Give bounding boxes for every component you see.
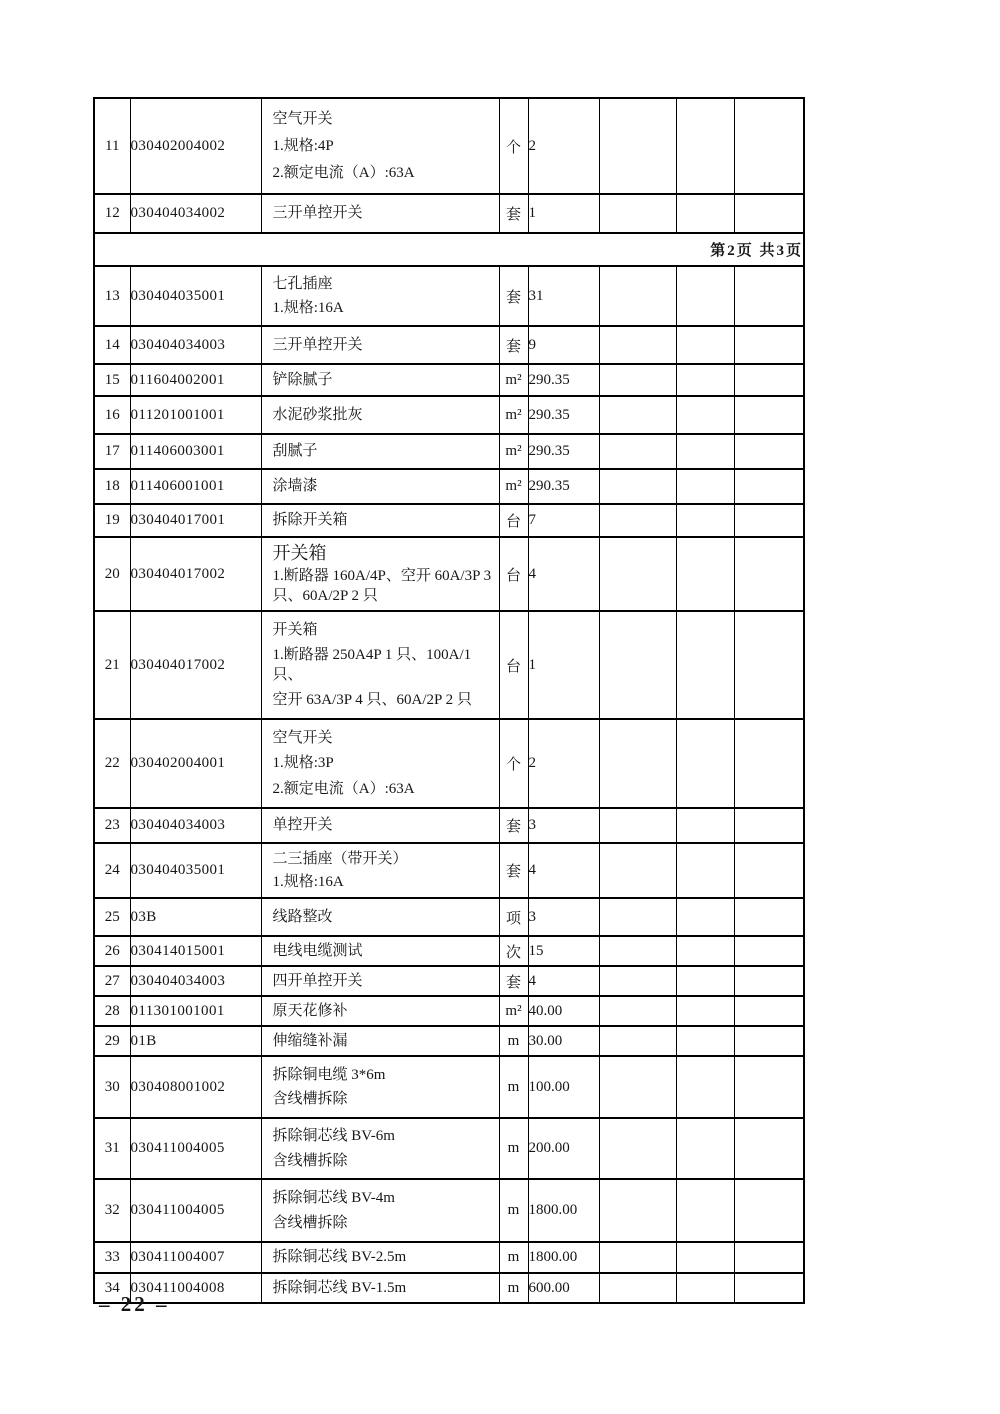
row-number: 17	[94, 434, 130, 469]
quantity: 290.35	[528, 364, 599, 396]
description-lines	[262, 939, 499, 963]
description-lines	[262, 614, 499, 716]
description-lines	[262, 540, 499, 608]
empty-cell	[676, 194, 734, 233]
row-number: 13	[94, 266, 130, 326]
unit: 套	[499, 843, 528, 898]
item-code: 01B	[130, 1026, 261, 1056]
table-row	[94, 898, 804, 936]
empty-cell	[599, 1179, 676, 1242]
table-row	[94, 194, 804, 233]
empty-cell	[734, 1056, 804, 1118]
empty-cell	[599, 966, 676, 996]
description-lines	[262, 507, 499, 534]
item-description	[261, 936, 499, 966]
unit: m	[499, 1179, 528, 1242]
desc-line: 拆除铜芯线 BV-4m	[272, 1189, 395, 1206]
item-description	[261, 719, 499, 808]
quantity: 30.00	[528, 1026, 599, 1056]
empty-cell	[676, 1242, 734, 1273]
item-code: 030404017002	[130, 611, 261, 719]
item-description	[261, 326, 499, 364]
item-description	[261, 1056, 499, 1118]
empty-cell	[599, 936, 676, 966]
empty-cell	[734, 843, 804, 898]
desc-line: 1.规格:16A	[272, 873, 344, 890]
item-name: 开关箱	[272, 543, 327, 564]
desc-line: 三开单控开关	[272, 205, 363, 222]
item-code: 030404017001	[130, 504, 261, 537]
empty-cell	[676, 364, 734, 396]
empty-cell	[734, 537, 804, 611]
empty-cell	[599, 719, 676, 808]
quantity: 200.00	[528, 1118, 599, 1179]
unit: m²	[499, 396, 528, 434]
item-code: 030408001002	[130, 1056, 261, 1118]
empty-cell	[676, 1179, 734, 1242]
table-row	[94, 1118, 804, 1179]
table-row	[94, 1242, 804, 1273]
description-lines	[262, 969, 499, 993]
empty-cell	[599, 194, 676, 233]
empty-cell	[599, 1056, 676, 1118]
unit: 套	[499, 266, 528, 326]
quantity: 1	[528, 194, 599, 233]
empty-cell	[734, 936, 804, 966]
item-description	[261, 434, 499, 469]
empty-cell	[599, 1118, 676, 1179]
empty-cell	[676, 843, 734, 898]
quantity: 290.35	[528, 469, 599, 504]
table-row	[94, 611, 804, 719]
table-row	[94, 719, 804, 808]
table-row	[94, 266, 804, 326]
empty-cell	[599, 996, 676, 1026]
empty-cell	[734, 266, 804, 326]
table-row	[94, 504, 804, 537]
row-number: 28	[94, 996, 130, 1026]
item-description	[261, 396, 499, 434]
item-code: 030411004005	[130, 1179, 261, 1242]
empty-cell	[734, 98, 804, 194]
quantity: 600.00	[528, 1273, 599, 1303]
table-row	[94, 396, 804, 434]
row-number: 23	[94, 808, 130, 843]
desc-line: 含线槽拆除	[272, 1152, 348, 1169]
desc-line: 刮腻子	[272, 443, 318, 460]
empty-cell	[734, 326, 804, 364]
desc-line: 水泥砂浆批灰	[272, 406, 363, 423]
quantity: 4	[528, 537, 599, 611]
empty-cell	[734, 719, 804, 808]
row-number: 33	[94, 1242, 130, 1273]
empty-cell	[676, 537, 734, 611]
table-row	[94, 936, 804, 966]
description-lines	[262, 437, 499, 466]
table-row	[94, 843, 804, 898]
desc-line: 电线电缆测试	[272, 942, 363, 959]
row-number: 24	[94, 843, 130, 898]
item-code: 030402004002	[130, 98, 261, 194]
quantity: 290.35	[528, 396, 599, 434]
description-lines	[262, 1245, 499, 1270]
item-description	[261, 898, 499, 936]
item-code: 030404034003	[130, 808, 261, 843]
empty-cell	[676, 434, 734, 469]
desc-line: 拆除铜芯线 BV-6m	[272, 1128, 395, 1145]
empty-cell	[599, 898, 676, 936]
description-lines	[262, 1276, 499, 1300]
row-number: 16	[94, 396, 130, 434]
description-lines	[262, 399, 499, 431]
table-row	[94, 98, 804, 194]
desc-line: 单控开关	[272, 817, 333, 834]
item-description	[261, 1242, 499, 1273]
empty-cell	[734, 469, 804, 504]
desc-line: 拆除铜芯线 BV-2.5m	[272, 1249, 407, 1266]
quantity: 31	[528, 266, 599, 326]
empty-cell	[676, 898, 734, 936]
table-row	[94, 1273, 804, 1303]
table-row	[94, 1179, 804, 1242]
item-description	[261, 1179, 499, 1242]
item-code: 011406001001	[130, 469, 261, 504]
unit: m²	[499, 434, 528, 469]
item-code: 030404035001	[130, 843, 261, 898]
empty-cell	[676, 966, 734, 996]
quantity: 4	[528, 843, 599, 898]
empty-cell	[676, 469, 734, 504]
desc-line: 拆除铜电缆 3*6m	[272, 1066, 386, 1083]
row-number: 25	[94, 898, 130, 936]
desc-line: 涂墙漆	[272, 478, 318, 495]
unit: 台	[499, 504, 528, 537]
empty-cell	[599, 98, 676, 194]
description-lines	[262, 1029, 499, 1053]
row-number: 18	[94, 469, 130, 504]
item-code: 030404034003	[130, 326, 261, 364]
quantity: 1	[528, 611, 599, 719]
desc-line: 伸缩缝补漏	[272, 1032, 348, 1049]
empty-cell	[599, 1026, 676, 1056]
empty-cell	[734, 1273, 804, 1303]
desc-line: 含线槽拆除	[272, 1091, 348, 1108]
desc-line: 2.额定电流（A）:63A	[272, 164, 415, 181]
empty-cell	[599, 537, 676, 611]
row-number: 15	[94, 364, 130, 396]
row-number: 14	[94, 326, 130, 364]
quantity: 2	[528, 719, 599, 808]
table-row	[94, 996, 804, 1026]
item-code: 011604002001	[130, 364, 261, 396]
unit: 套	[499, 808, 528, 843]
row-number: 26	[94, 936, 130, 966]
empty-cell	[599, 1273, 676, 1303]
empty-cell	[599, 364, 676, 396]
desc-line: 开关箱	[272, 621, 318, 638]
empty-cell	[676, 396, 734, 434]
empty-cell	[734, 504, 804, 537]
description-lines	[262, 367, 499, 393]
item-code: 030404035001	[130, 266, 261, 326]
unit: m	[499, 1273, 528, 1303]
description-lines	[262, 1182, 499, 1239]
description-lines	[262, 472, 499, 501]
description-lines	[262, 269, 499, 323]
quantity-table	[93, 97, 805, 1304]
empty-cell	[676, 326, 734, 364]
empty-cell	[676, 98, 734, 194]
empty-cell	[676, 611, 734, 719]
item-description	[261, 194, 499, 233]
item-description	[261, 996, 499, 1026]
row-number: 11	[94, 98, 130, 194]
empty-cell	[599, 1242, 676, 1273]
unit: m²	[499, 469, 528, 504]
row-number: 12	[94, 194, 130, 233]
desc-line: 原天花修补	[272, 1002, 348, 1019]
empty-cell	[676, 936, 734, 966]
unit: 个	[499, 719, 528, 808]
item-code: 030411004005	[130, 1118, 261, 1179]
empty-cell	[734, 966, 804, 996]
description-lines	[262, 811, 499, 840]
empty-cell	[599, 326, 676, 364]
item-description	[261, 1273, 499, 1303]
item-code: 030414015001	[130, 936, 261, 966]
empty-cell	[734, 1118, 804, 1179]
empty-cell	[676, 1118, 734, 1179]
unit: m	[499, 1056, 528, 1118]
empty-cell	[599, 611, 676, 719]
quantity: 9	[528, 326, 599, 364]
quantity: 15	[528, 936, 599, 966]
unit: 项	[499, 898, 528, 936]
item-description	[261, 611, 499, 719]
quantity: 2	[528, 98, 599, 194]
desc-line: 七孔插座	[272, 275, 333, 292]
item-code: 011406003001	[130, 434, 261, 469]
item-code: 03B	[130, 898, 261, 936]
item-description	[261, 808, 499, 843]
empty-cell	[599, 266, 676, 326]
item-description	[261, 1118, 499, 1179]
desc-line: 1.断路器 160A/4P、空开 60A/3P 3 只、60A/2P 2 只	[272, 568, 492, 605]
item-code: 030404034003	[130, 966, 261, 996]
description-lines	[262, 1059, 499, 1115]
row-number: 21	[94, 611, 130, 719]
empty-cell	[734, 808, 804, 843]
empty-cell	[676, 1273, 734, 1303]
quantity: 4	[528, 966, 599, 996]
item-description	[261, 537, 499, 611]
desc-line: 1.规格:4P	[272, 137, 334, 154]
quantity: 1800.00	[528, 1242, 599, 1273]
empty-cell	[676, 1026, 734, 1056]
quantity: 3	[528, 808, 599, 843]
empty-cell	[599, 396, 676, 434]
table-row	[94, 1026, 804, 1056]
desc-line: 空气开关	[272, 110, 333, 127]
table-row	[94, 364, 804, 396]
desc-line: 四开单控开关	[272, 972, 363, 989]
desc-line: 含线槽拆除	[272, 1214, 348, 1231]
empty-cell	[599, 843, 676, 898]
item-code: 030411004007	[130, 1242, 261, 1273]
desc-line: 空气开关	[272, 730, 333, 747]
empty-cell	[676, 504, 734, 537]
description-lines	[262, 197, 499, 230]
item-code: 011201001001	[130, 396, 261, 434]
page-note-row	[94, 233, 804, 266]
unit: m²	[499, 364, 528, 396]
row-number: 20	[94, 537, 130, 611]
unit: 台	[499, 537, 528, 611]
empty-cell	[734, 1026, 804, 1056]
empty-cell	[734, 996, 804, 1026]
item-description	[261, 469, 499, 504]
item-code: 011301001001	[130, 996, 261, 1026]
page-number: – 22 –	[99, 1292, 170, 1316]
row-number: 34	[94, 1273, 130, 1303]
description-lines	[262, 329, 499, 361]
description-lines	[262, 101, 499, 191]
description-lines	[262, 1121, 499, 1176]
item-code: 030411004008	[130, 1273, 261, 1303]
item-description	[261, 966, 499, 996]
quantity: 7	[528, 504, 599, 537]
item-code: 030404017002	[130, 537, 261, 611]
desc-line: 线路整改	[272, 908, 333, 925]
unit: m	[499, 1242, 528, 1273]
desc-line: 拆除开关箱	[272, 512, 348, 529]
empty-cell	[599, 504, 676, 537]
table-row	[94, 537, 804, 611]
desc-line: 1.断路器 250A4P 1 只、100A/1 只、	[272, 646, 472, 683]
empty-cell	[734, 611, 804, 719]
row-number: 22	[94, 719, 130, 808]
table-row	[94, 808, 804, 843]
empty-cell	[676, 808, 734, 843]
empty-cell	[734, 898, 804, 936]
desc-line: 二三插座（带开关）	[272, 851, 408, 868]
unit: 台	[499, 611, 528, 719]
table-row	[94, 326, 804, 364]
row-number: 32	[94, 1179, 130, 1242]
desc-line: 1.规格:3P	[272, 755, 334, 772]
empty-cell	[676, 1056, 734, 1118]
item-description	[261, 504, 499, 537]
description-lines	[262, 722, 499, 805]
item-description	[261, 843, 499, 898]
row-number: 27	[94, 966, 130, 996]
table-row	[94, 966, 804, 996]
empty-cell	[734, 1179, 804, 1242]
desc-line: 三开单控开关	[272, 336, 363, 353]
empty-cell	[734, 1242, 804, 1273]
item-description	[261, 98, 499, 194]
empty-cell	[734, 364, 804, 396]
empty-cell	[734, 194, 804, 233]
quantity: 40.00	[528, 996, 599, 1026]
row-number: 30	[94, 1056, 130, 1118]
empty-cell	[599, 434, 676, 469]
row-number: 29	[94, 1026, 130, 1056]
item-description	[261, 266, 499, 326]
desc-line: 空开 63A/3P 4 只、60A/2P 2 只	[272, 692, 472, 708]
description-lines	[262, 846, 499, 895]
table-row	[94, 1056, 804, 1118]
table-body	[94, 98, 804, 1303]
empty-cell	[676, 996, 734, 1026]
quantity: 1800.00	[528, 1179, 599, 1242]
unit: 套	[499, 966, 528, 996]
quantity: 3	[528, 898, 599, 936]
unit: 套	[499, 194, 528, 233]
item-code: 030402004001	[130, 719, 261, 808]
table-row	[94, 469, 804, 504]
empty-cell	[599, 808, 676, 843]
desc-line: 铲除腻子	[272, 371, 333, 388]
empty-cell	[734, 434, 804, 469]
desc-line: 拆除铜芯线 BV-1.5m	[272, 1279, 407, 1296]
unit: 次	[499, 936, 528, 966]
description-lines	[262, 901, 499, 933]
item-code: 030404034002	[130, 194, 261, 233]
row-number: 31	[94, 1118, 130, 1179]
unit: m	[499, 1026, 528, 1056]
quantity: 100.00	[528, 1056, 599, 1118]
unit: 个	[499, 98, 528, 194]
unit: m	[499, 1118, 528, 1179]
quantity: 290.35	[528, 434, 599, 469]
item-description	[261, 364, 499, 396]
page-note: 第2页 共3页	[94, 233, 804, 266]
empty-cell	[734, 396, 804, 434]
item-description	[261, 1026, 499, 1056]
description-lines	[262, 999, 499, 1023]
table-row	[94, 434, 804, 469]
desc-line: 1.规格:16A	[272, 299, 344, 316]
unit: m²	[499, 996, 528, 1026]
desc-line: 2.额定电流（A）:63A	[272, 780, 415, 797]
empty-cell	[599, 469, 676, 504]
empty-cell	[676, 719, 734, 808]
empty-cell	[676, 266, 734, 326]
unit: 套	[499, 326, 528, 364]
row-number: 19	[94, 504, 130, 537]
